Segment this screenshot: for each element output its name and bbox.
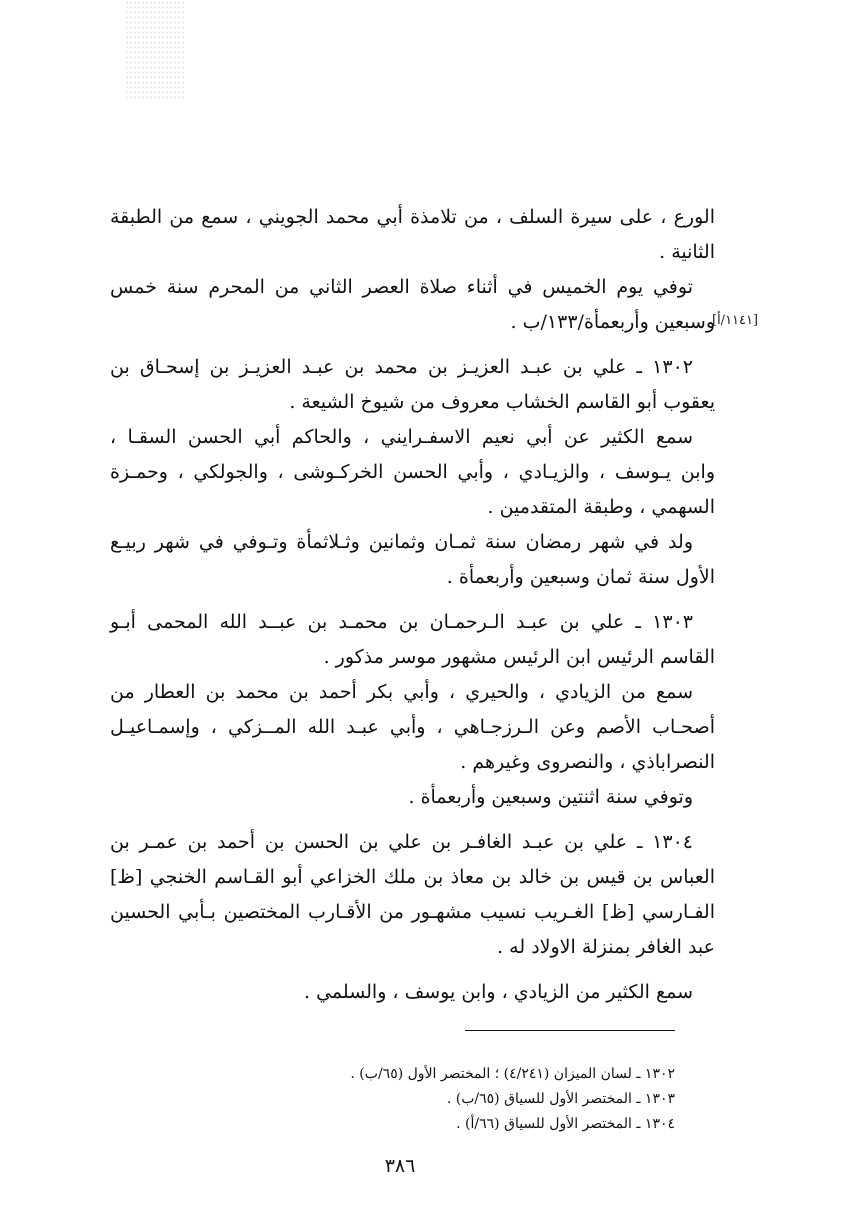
- text-line: الثانية .: [659, 241, 715, 263]
- text-line: القاسم الرئيس ابن الرئيس مشهور موسر مذكور .: [323, 646, 715, 668]
- entry-1302-heading: ١٣٠٢ ـ علي بن عبـد العزيـز بن محمد بن عبـد العزيـز بن إسحـاق بن: [110, 356, 693, 378]
- footnotes: [250, 1062, 675, 1137]
- text-line: عبد الغافر بمنزلة الاولاد له .: [497, 936, 715, 958]
- text-line: وابن يـوسف ، والزيـادي ، وأبي الحسن الخركـوشى ، والجولكي ، وحمـزة: [110, 461, 715, 483]
- text-line: أصحـاب الأصم وعن الـرزجـاهي ، وأبي عبـد الله المــزكي ، وإسمـاعيـل: [110, 716, 715, 738]
- footnote-separator: [465, 1030, 675, 1031]
- footnote: ١٣٠٣ ـ المختصر الأول للسياق (٦٥/ب) .: [446, 1091, 675, 1107]
- text-line: توفي يوم الخميس في أثناء صلاة العصر الثاني من المحرم سنة خمس: [110, 276, 693, 298]
- entry-1304-heading: ١٣٠٤ ـ علي بن عبـد الغافـر بن علي بن الحسن بن أحمد بن عمـر بن: [110, 831, 693, 853]
- text-line: وتوفي سنة اثنتين وسبعين وأربعمأة .: [408, 786, 693, 808]
- page-number: ٣٨٦: [384, 1155, 416, 1177]
- text-line: سمع من الزيادي ، والحيري ، وأبي بكر أحمد بن محمد بن العطار من: [110, 681, 693, 703]
- text-line: يعقوب أبو القاسم الخشاب معروف من شيوخ الشيعة .: [289, 391, 715, 413]
- text-line: العباس بن قيس بن خالد بن معاذ بن ملك الخزاعي أبو القـاسم الخنجي [ظ]: [110, 866, 715, 888]
- text-line: سمع الكثير عن أبي نعيم الاسفـرايني ، والحاكم أبي الحسن السقـا ،: [110, 426, 693, 448]
- main-text: [110, 200, 715, 1010]
- text-line: الورع ، على سيرة السلف ، من تلامذة أبي محمد الجويني ، سمع من الطبقة: [110, 206, 715, 228]
- footnote: ١٣٠٤ ـ المختصر الأول للسياق (٦٦/أ) .: [456, 1116, 675, 1132]
- text-line: ولد في شهر رمضان سنة ثمـان وثمانين وثـلاثمأة وتـوفي في شهر ربيـع: [110, 531, 693, 553]
- text-line: النصراباذي ، والنصروى وغيرهم .: [460, 751, 715, 773]
- footnote: ١٣٠٢ ـ لسان الميزان (٤/٢٤١) ؛ المختصر الأول (٦٥/ب) .: [350, 1066, 675, 1082]
- scan-noise: [125, 0, 185, 100]
- text-line: الأول سنة ثمان وسبعين وأربعمأة .: [446, 566, 715, 588]
- entry-1303-heading: ١٣٠٣ ـ علي بن عبـد الـرحمـان بن محمـد بن عبــد الله المحمى أبـو: [110, 611, 693, 633]
- text-line: سمع الكثير من الزيادي ، وابن يوسف ، والسلمي .: [304, 981, 693, 1003]
- text-line: الفـارسي [ظ] الغـريب نسيب مشهـور من الأقـارب المختصين بـأبي الحسين: [110, 901, 715, 923]
- text-line: السهمي ، وطبقة المتقدمين .: [487, 496, 715, 518]
- text-line: وسبعين وأربعمأة/١٣٣/ب .: [510, 311, 715, 333]
- margin-folio-note: [١١٤١/أ]: [712, 313, 759, 328]
